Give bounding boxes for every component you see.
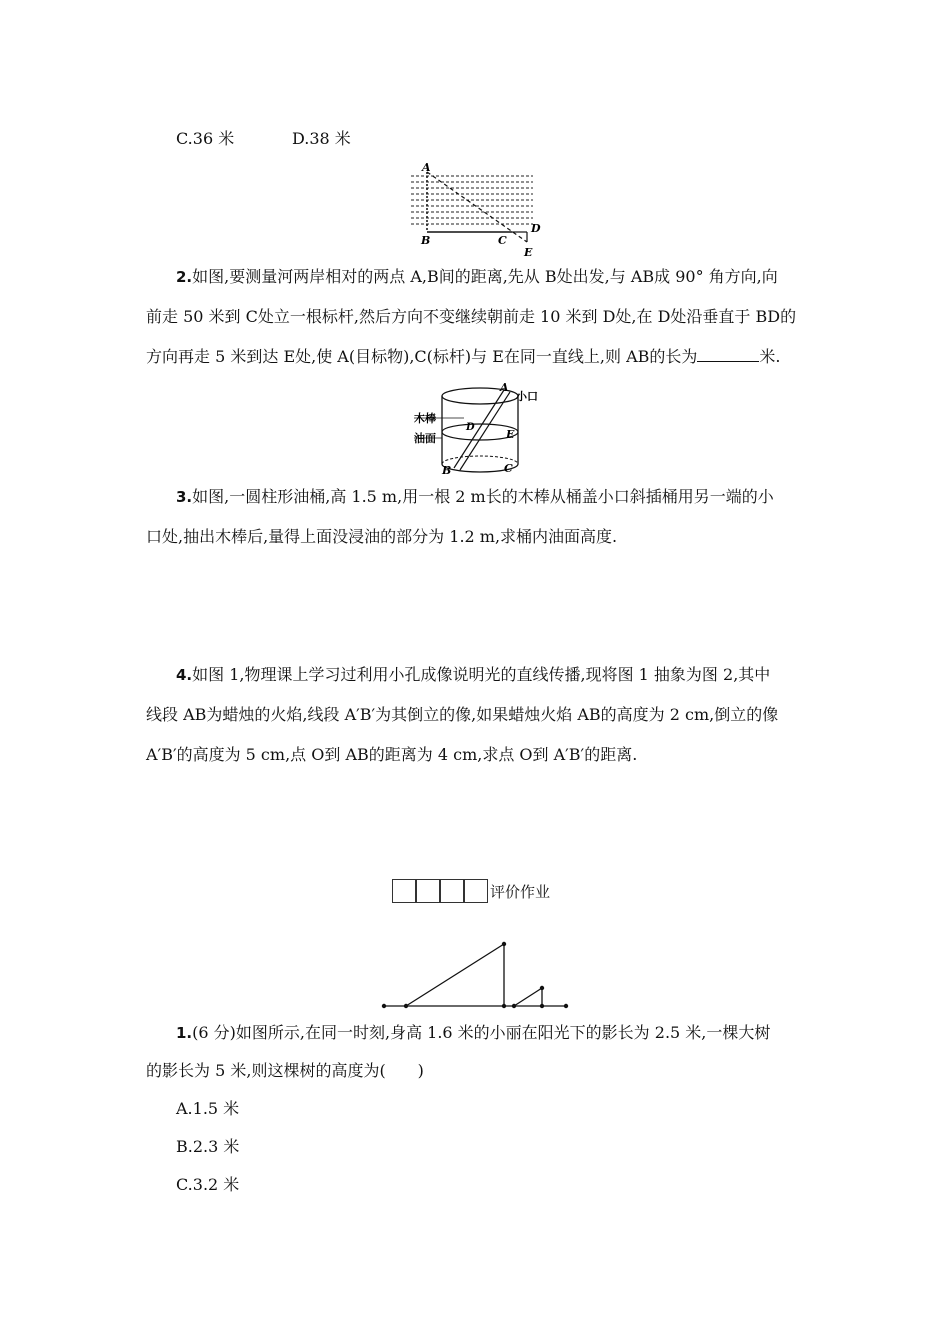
river-figure <box>405 160 545 260</box>
q2-text-1: 如图,要测量河两岸相对的两点 A,B间的距离,先从 B处出发,与 AB成 90° 角方向,向 <box>192 267 778 286</box>
fig2-label-mubang: 木棒 <box>414 412 436 425</box>
q3-line2: 口处,抽出木棒后,量得上面没浸油的部分为 1.2 m,求桶内油面高度. <box>146 527 618 546</box>
eval-option-a: A.1.5 米 <box>176 1099 240 1118</box>
eval-q1-line1 <box>176 1022 770 1044</box>
q4-text-1: 如图 1,物理课上学习过利用小孔成像说明光的直线传播,现将图 1 抽象为图 2,其中 <box>192 665 771 684</box>
option-d: D.38 米 <box>292 129 351 148</box>
q2-number: 2. <box>176 268 193 286</box>
fig2-label-youmian: 油面 <box>414 432 436 445</box>
q4-line2: 线段 AB为蜡烛的火焰,线段 A′B′为其倒立的像,如果蜡烛火焰 AB的高度为 2 cm,倒立的像 <box>146 705 779 724</box>
oil-barrel-figure <box>412 382 552 478</box>
fig1-label-a: A <box>422 161 431 174</box>
q2-line2: 前走 50 米到 C处立一根标杆,然后方向不变继续朝前走 10 米到 D处,在 D处沿垂直于 BD的 <box>146 307 797 326</box>
q2-unit: 米. <box>759 347 781 366</box>
q3-line1 <box>176 486 774 508</box>
fig1-label-e: E <box>524 246 533 259</box>
section-box <box>416 879 440 903</box>
q2-line1 <box>176 266 778 288</box>
q3-number: 3. <box>176 488 193 506</box>
eval-q1-line2: 的影长为 5 米,则这棵树的高度为( ) <box>146 1061 424 1080</box>
fig2-label-e: E <box>506 428 515 441</box>
fig1-label-d: D <box>531 222 541 235</box>
option-c: C.36 米 <box>176 129 235 148</box>
answer-blank[interactable] <box>697 347 759 362</box>
fig2-label-a: A <box>500 382 509 394</box>
section-header <box>392 879 550 903</box>
q2-line3 <box>146 346 781 368</box>
fig2-label-d: D <box>466 422 475 433</box>
q4-line1 <box>176 664 770 686</box>
eval-q1-number: 1. <box>176 1024 193 1042</box>
section-box <box>392 879 416 903</box>
eval-option-c: C.3.2 米 <box>176 1175 240 1194</box>
fig1-label-b: B <box>421 234 431 247</box>
shadow-figure <box>378 936 574 1014</box>
q4-number: 4. <box>176 666 193 684</box>
fig2-label-xiaokou: 小口 <box>516 390 538 403</box>
eval-option-b: B.2.3 米 <box>176 1137 240 1156</box>
section-box <box>440 879 464 903</box>
section-box <box>464 879 488 903</box>
eval-q1-text-1: (6 分)如图所示,在同一时刻,身高 1.6 米的小丽在阳光下的影长为 2.5 米,一棵大树 <box>192 1023 771 1042</box>
fig1-label-c: C <box>498 234 507 247</box>
q4-line3: A′B′的高度为 5 cm,点 O到 AB的距离为 4 cm,求点 O到 A′B′的距离. <box>146 745 638 764</box>
section-title: 评价作业 <box>490 882 551 901</box>
q2-text-3: 方向再走 5 米到达 E处,使 A(目标物),C(标杆)与 E在同一直线上,则 AB的长为 <box>146 347 698 366</box>
fig2-label-b: B <box>442 464 452 477</box>
q3-text-1: 如图,一圆柱形油桶,高 1.5 m,用一根 2 m长的木棒从桶盖小口斜插桶用另一端的小 <box>192 487 774 506</box>
fig2-label-c: C <box>504 462 513 475</box>
